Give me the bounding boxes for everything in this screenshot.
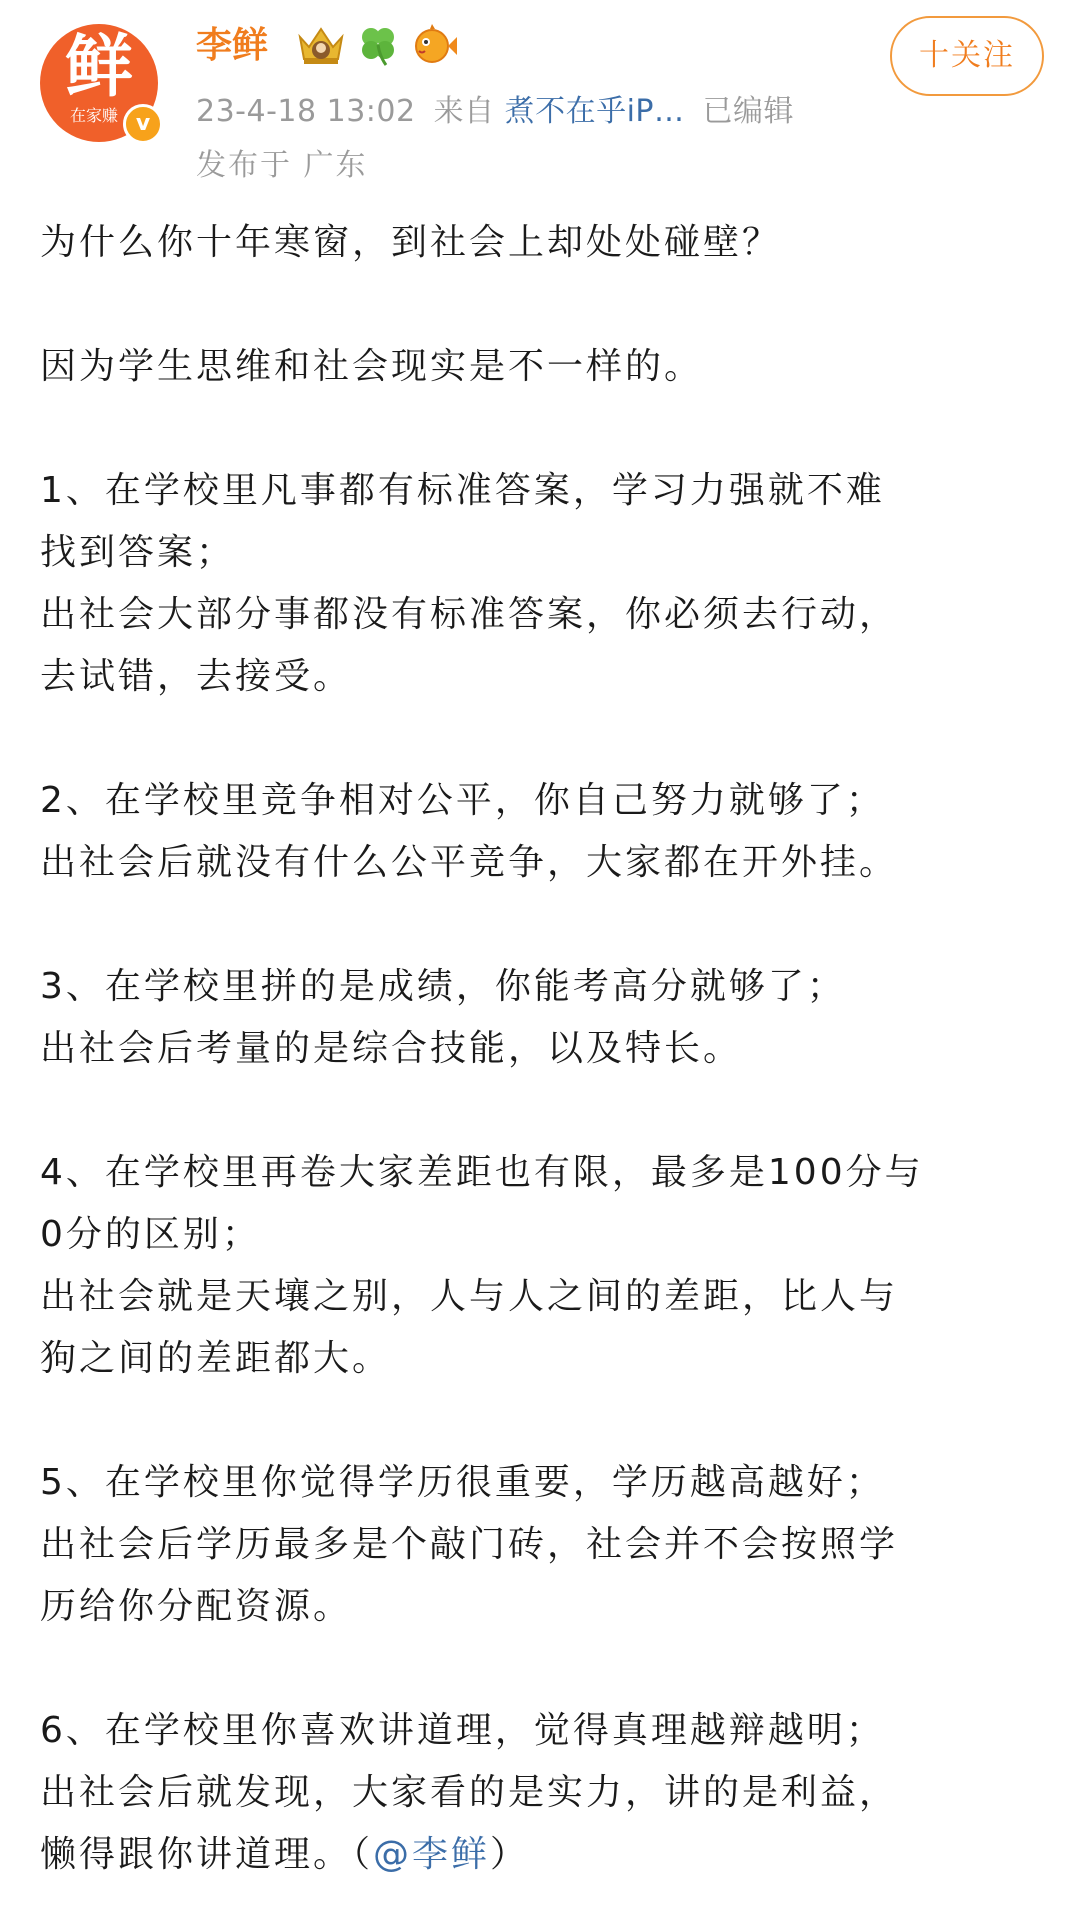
edited-label[interactable]: 已编辑 — [702, 94, 795, 129]
text-line: 2、在学校里竞争相对公平，你自己努力就够了； — [40, 780, 885, 821]
post-meta — [196, 92, 794, 132]
text-line: 4、在学校里再卷大家差距也有限，最多是100分与 — [40, 1152, 924, 1193]
text-line: 为什么你十年寒窗，到社会上却处处碰壁？ — [40, 222, 782, 263]
text-line: 出社会大部分事都没有标准答案，你必须去行动， — [40, 594, 899, 635]
post-body — [40, 212, 1050, 1886]
paragraph — [40, 212, 1050, 274]
avatar-glyph: 鲜 — [64, 28, 133, 107]
text-fragment: 懒得跟你讲道理。（ — [40, 1834, 374, 1875]
mention-link[interactable]: @李鲜 — [373, 1834, 491, 1875]
paragraph — [40, 1142, 1050, 1390]
paragraph — [40, 956, 1050, 1080]
post-source-link[interactable]: 煮不在乎iP… — [504, 94, 685, 129]
from-label: 来自 — [433, 94, 495, 129]
post-header — [0, 0, 1080, 190]
text-line: 因为学生思维和社会现实是不一样的。 — [40, 346, 704, 387]
text-line: 3、在学校里拼的是成绩，你能考高分就够了； — [40, 966, 846, 1007]
text-line: 去试错，去接受。 — [40, 656, 353, 697]
paragraph — [40, 770, 1050, 894]
text-line: 狗之间的差距都大。 — [40, 1338, 392, 1379]
verified-icon: v — [123, 104, 163, 144]
author-name[interactable]: 李鲜 — [196, 25, 269, 66]
follow-button[interactable]: 十关注 — [890, 16, 1044, 96]
text-line: 出社会后就没有什么公平竞争，大家都在开外挂。 — [40, 842, 899, 883]
text-line: 1、在学校里凡事都有标准答案，学习力强就不难 — [40, 470, 885, 511]
paragraph — [40, 1452, 1050, 1638]
text-line: 找到答案； — [40, 532, 236, 573]
text-line: 出社会就是天壤之别，人与人之间的差距，比人与 — [40, 1276, 899, 1317]
clover-icon[interactable] — [358, 23, 398, 71]
user-badges — [296, 24, 470, 70]
text-line: 0分的区别； — [40, 1214, 261, 1255]
paragraph — [40, 336, 1050, 398]
pufferfish-icon[interactable] — [410, 23, 458, 71]
text-line-with-mention — [40, 1824, 1050, 1886]
paragraph — [40, 1700, 1050, 1886]
paragraph — [40, 460, 1050, 708]
crown-avatar-icon[interactable] — [296, 23, 346, 71]
text-line: 5、在学校里你觉得学历很重要，学历越高越好； — [40, 1462, 885, 1503]
text-line: 出社会后考量的是综合技能，以及特长。 — [40, 1028, 743, 1069]
text-line: 出社会后学历最多是个敲门砖，社会并不会按照学 — [40, 1524, 899, 1565]
text-line: 历给你分配资源。 — [40, 1586, 353, 1627]
text-line: 6、在学校里你喜欢讲道理，觉得真理越辩越明； — [40, 1710, 885, 1751]
text-line: 出社会后就发现，大家看的是实力，讲的是利益， — [40, 1772, 899, 1813]
avatar-caption: 在家赚 — [69, 106, 118, 125]
text-fragment: ） — [490, 1834, 530, 1875]
post-time: 23-4-18 13:02 — [196, 94, 416, 129]
post-location: 发布于 广东 — [196, 148, 368, 183]
